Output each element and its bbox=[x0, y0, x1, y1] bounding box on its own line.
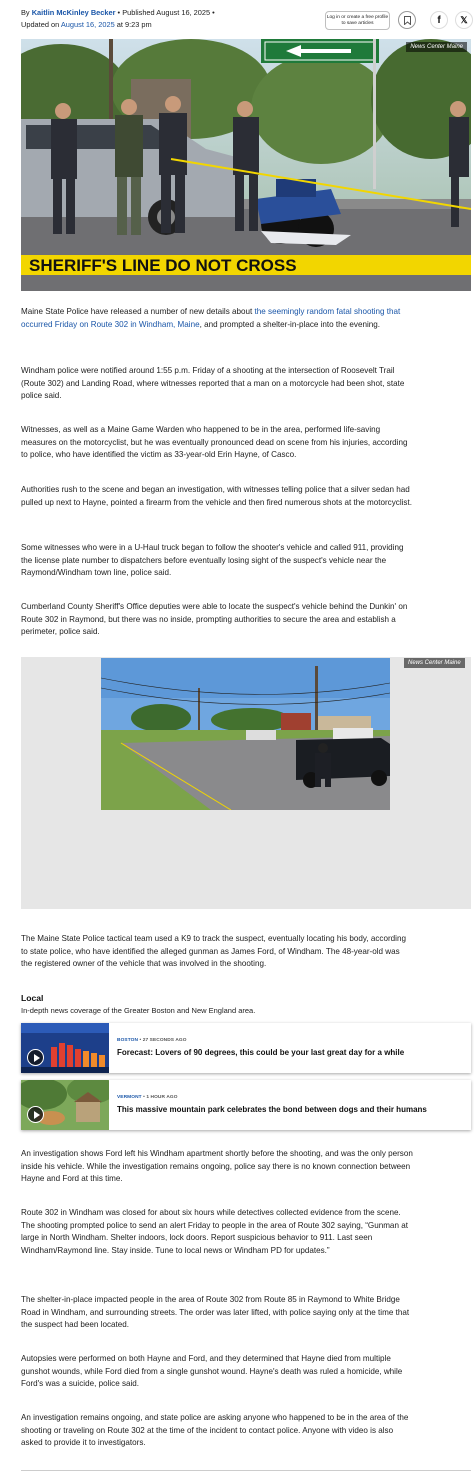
story-thumbnail bbox=[21, 1080, 109, 1130]
story-meta bbox=[117, 1038, 187, 1043]
story-meta bbox=[117, 1095, 178, 1100]
byline-by: By bbox=[21, 8, 30, 17]
published-date: • Published August 16, 2025 • bbox=[117, 8, 215, 17]
article-paragraph-5: Some witnesses who were in a U-Haul truck began to follow the shooter's vehicle and called 911, providing the license plate number to dispatchers before eventually losing sight of the suspect's vehicle near the Raymond/Windham town line, police said. bbox=[21, 543, 404, 578]
article-paragraph-2: Windham police were notified around 1:55 p.m. Friday of a shooting at the intersection of Roosevelt Trail (Route 302) and Landing Road, where witnesses reported that a man on a motorcycle had been shot, state police said. bbox=[21, 366, 405, 401]
article-paragraph-10: The shelter-in-place impacted people in the area of Route 302 from Route 85 in Raymond to White Bridge Road in Windham, and surrounding streets. The order was later lifted, with police saying only at the time that the suspect had been located. bbox=[21, 1295, 410, 1330]
video-play-icon bbox=[27, 1049, 44, 1066]
story-thumbnail bbox=[21, 1023, 109, 1073]
updated-prefix: Updated on bbox=[21, 20, 60, 29]
article-paragraph-3: Witnesses, as well as a Maine Game Warden who happened to be in the area, performed life-saving measures on the motorcyclist, but he was eventually pronounced dead on scene from his injuries, according to police, who have identified the victim as 33-year-old Erin Hayne, of Casco. bbox=[21, 425, 408, 460]
scene-photo bbox=[101, 658, 390, 810]
author-link[interactable]: Kaitlin McKinley Becker bbox=[31, 8, 116, 17]
article-paragraph-4: Authorities rush to the scene and began an investigation, with witnesses telling police that a silver sedan had pulled up next to Hayne, pointed a firearm from the vehicle and then fired numerous shots at the motorcyclist. bbox=[21, 485, 412, 507]
p1-text-before: Maine State Police have released a number of new details about bbox=[21, 307, 253, 316]
figure-watermark: News Center Maine bbox=[404, 658, 465, 668]
story-headline[interactable]: This massive mountain park celebrates the bond between dogs and their humans bbox=[117, 1105, 427, 1114]
local-section-title: Local bbox=[21, 993, 44, 1003]
bookmark-icon bbox=[404, 16, 411, 25]
p1-text-after: , and prompted a shelter-in-place into the evening. bbox=[199, 319, 381, 329]
divider bbox=[21, 1470, 471, 1471]
article-paragraph-6: Cumberland County Sheriff's Office deputies were able to locate the suspect's vehicle behind the Dunkin' on Route 302 in Raymond, but there was no inside, prompting authorities to secure the area and establish a perimeter, police said. bbox=[21, 602, 408, 637]
x-icon: 𝕏 bbox=[460, 15, 468, 25]
video-play-icon bbox=[27, 1106, 44, 1123]
article-paragraph-1 bbox=[21, 306, 413, 331]
tape-text: SHERIFF'S LINE DO NOT CROSS bbox=[29, 256, 297, 275]
story-time: • 1 HOUR AGO bbox=[143, 1095, 178, 1100]
story-headline[interactable]: Forecast: Lovers of 90 degrees, this could be your last great day for a while bbox=[117, 1048, 405, 1057]
related-story-card[interactable] bbox=[21, 1023, 471, 1073]
hero-image bbox=[21, 39, 471, 291]
local-section-description: In-depth news coverage of the Greater Boston and New England area. bbox=[21, 1006, 256, 1015]
story-category: BOSTON bbox=[117, 1038, 139, 1043]
scene-photo-figure bbox=[21, 657, 471, 909]
crime-scene-photo bbox=[21, 39, 471, 291]
previous-story-link[interactable]: the seemingly random fatal shooting that occurred Friday on Route 302 in Windham, Maine bbox=[21, 307, 401, 329]
login-to-save-button[interactable]: Log in or create a free profile to save articles bbox=[325, 11, 390, 30]
updated-date: August 16, 2025 bbox=[60, 20, 115, 29]
updated-time: at 9:23 pm bbox=[116, 20, 152, 29]
article-paragraph-7: The Maine State Police tactical team used a K9 to track the suspect, eventually locating his body, according to state police, who have identified the alleged gunman as James Ford, of Windham. The 48-year-old was the registered owner of the vehicle that was involved in the shooting. bbox=[21, 934, 406, 969]
article-paragraph-12: An investigation remains ongoing, and state police are asking anyone who happened to be in the area of the shooting or traveling on Route 302 at the time of the incident to contact police. Anyone with video is also asked to provide it to investigators. bbox=[21, 1413, 409, 1448]
article-paragraph-8: An investigation shows Ford left his Windham apartment shortly before the shooting, and was the only person inside his vehicle. While the investigation remains ongoing, police say there is no known connection between Hayne and Ford at this time. bbox=[21, 1149, 413, 1184]
facebook-share-button[interactable] bbox=[430, 11, 448, 29]
related-story-card[interactable] bbox=[21, 1080, 471, 1130]
road-scene-image bbox=[101, 658, 390, 810]
bookmark-button[interactable] bbox=[398, 11, 416, 29]
article-paragraph-11: Autopsies were performed on both Hayne and Ford, and they determined that Hayne died from multiple gunshot wounds, while Ford died from a single gunshot wound. Hayne's death was ruled a homicide, while Ford's was a suicide, police said. bbox=[21, 1354, 403, 1389]
story-category: VERMONT bbox=[117, 1095, 142, 1100]
hero-watermark: News Center Maine bbox=[406, 42, 467, 52]
article-paragraph-9: Route 302 in Windham was closed for about six hours while detectives collected evidence from the scene. The shooting prompted police to send an alert Friday to people in the area of Route 302 saying, “Gunman at large in North Windham. Shelter indoors, lock doors. Report suspicious behavior to 911. Last seen Windham/Raymond line. Stay inside. Tune to local news or Windham PD for updates.” bbox=[21, 1208, 408, 1255]
x-share-button[interactable] bbox=[455, 11, 473, 29]
facebook-icon: f bbox=[437, 15, 441, 26]
article-byline bbox=[21, 7, 321, 31]
story-time: • 27 SECONDS AGO bbox=[139, 1038, 187, 1043]
